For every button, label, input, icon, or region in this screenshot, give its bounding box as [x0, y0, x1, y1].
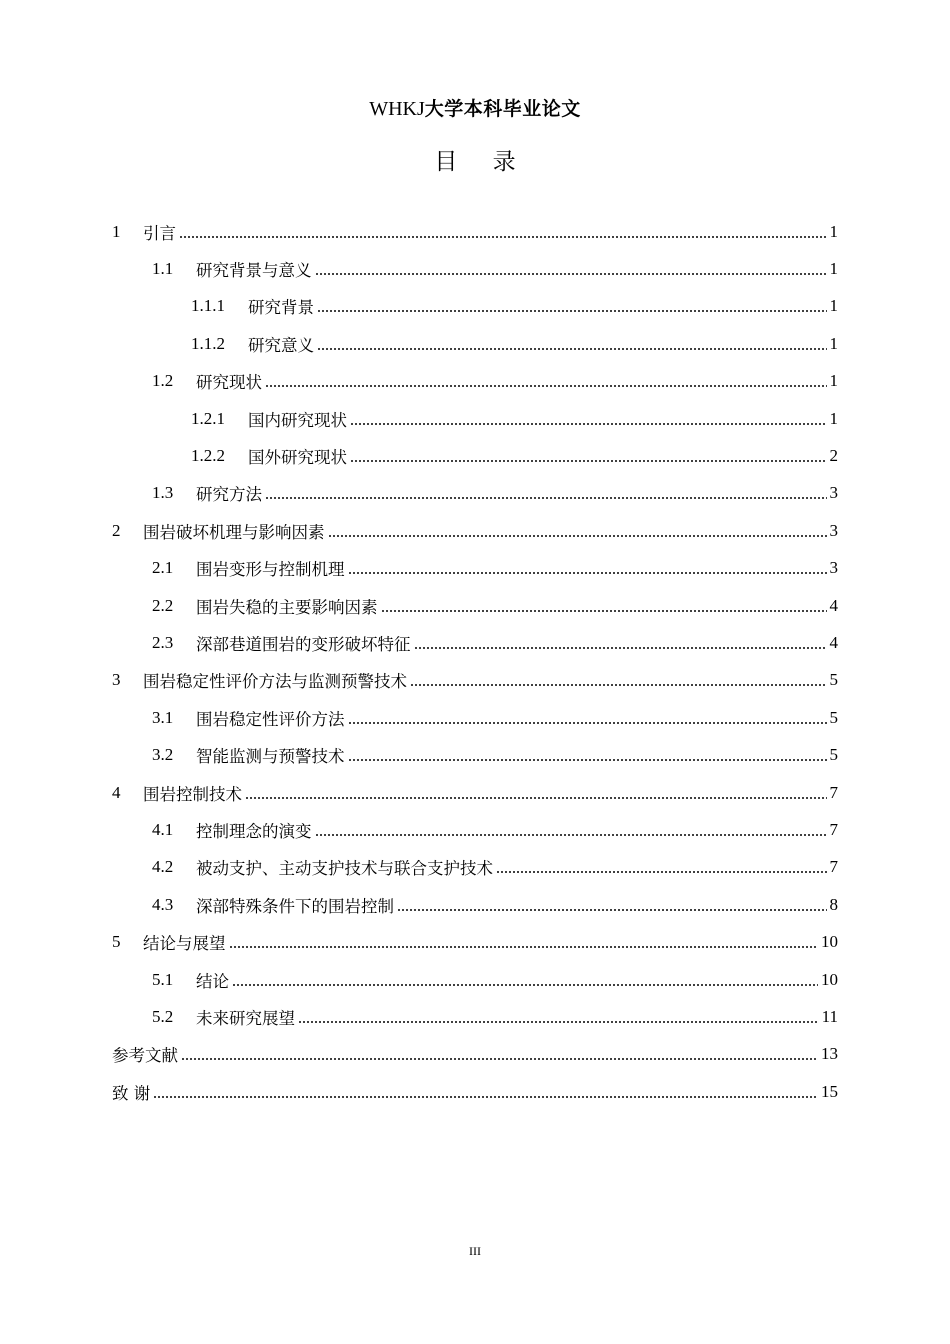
toc-entry-page: 4 — [829, 595, 838, 615]
toc-entry-number: 1.1.1 — [191, 296, 225, 316]
toc-dot-leader — [232, 984, 818, 986]
toc-entry[interactable] — [112, 1073, 838, 1110]
toc-entry-page: 5 — [829, 707, 838, 727]
toc-entry-label: 控制理念的演变 — [196, 821, 312, 841]
toc-entry-number: 2.1 — [152, 558, 174, 578]
toc-entry-label: 围岩破坏机理与影响因素 — [143, 522, 325, 542]
toc-entry-label: 国内研究现状 — [248, 410, 347, 430]
toc-dot-leader — [350, 423, 827, 425]
toc-entry-page: 2 — [829, 446, 838, 466]
toc-entry-number: 4.1 — [152, 819, 174, 839]
toc-entry-page: 1 — [829, 408, 838, 428]
toc-dot-leader — [317, 310, 827, 312]
toc-title: 目 录 — [434, 149, 530, 175]
toc-entry[interactable] — [112, 363, 838, 400]
toc-entry[interactable] — [112, 998, 838, 1035]
toc-entry[interactable] — [112, 662, 838, 699]
toc-entry-number: 2.2 — [152, 595, 174, 615]
toc-entry-label: 被动支护、主动支护技术与联合支护技术 — [196, 859, 493, 879]
toc-entry-number: 1.3 — [152, 483, 174, 503]
toc-entry-page: 1 — [829, 333, 838, 353]
toc-entry-label: 围岩控制技术 — [143, 784, 242, 804]
toc-entry[interactable] — [112, 475, 838, 512]
toc-entry-page: 10 — [821, 969, 838, 989]
toc-entry-label: 结论与展望 — [143, 934, 226, 954]
toc-entry-page: 1 — [829, 221, 838, 241]
toc-entry-label: 智能监测与预警技术 — [196, 747, 345, 767]
header-title: 大学本科毕业论文 — [424, 98, 581, 120]
toc-entry-label: 围岩稳定性评价方法与监测预警技术 — [143, 672, 407, 692]
toc-entry-page: 5 — [829, 745, 838, 765]
toc-entry-label: 未来研究展望 — [196, 1008, 295, 1028]
toc-dot-leader — [153, 1096, 818, 1098]
toc-entry-page: 5 — [829, 670, 838, 690]
toc-dot-leader — [265, 385, 827, 387]
toc-entry[interactable] — [112, 849, 838, 886]
toc-entry-label: 致 谢 — [112, 1083, 151, 1103]
toc-dot-leader — [397, 909, 827, 911]
toc-dot-leader — [298, 1021, 819, 1023]
toc-entry[interactable] — [112, 437, 838, 474]
toc-entry[interactable] — [112, 587, 838, 624]
toc-entry-page: 15 — [821, 1081, 838, 1101]
toc-entry-page: 3 — [829, 558, 838, 578]
toc-entry-page: 7 — [829, 819, 838, 839]
toc-entry-number: 3 — [112, 670, 121, 690]
toc-dot-leader — [350, 460, 827, 462]
toc-entry-label: 国外研究现状 — [248, 448, 347, 468]
toc-entry-number: 1 — [112, 221, 121, 241]
toc-entry[interactable] — [112, 736, 838, 773]
toc-entry-label: 深部特殊条件下的围岩控制 — [196, 896, 394, 916]
toc-dot-leader — [348, 572, 827, 574]
toc-entry-page: 7 — [829, 857, 838, 877]
toc-entry-page: 10 — [821, 932, 838, 952]
toc-entry-number: 3.2 — [152, 745, 174, 765]
toc-entry-number: 2 — [112, 520, 121, 540]
toc-entry-number: 4.3 — [152, 894, 174, 914]
toc-dot-leader — [317, 348, 827, 350]
toc-entry-page: 7 — [829, 782, 838, 802]
toc-entry-page: 8 — [829, 894, 838, 914]
toc-entry-label: 研究背景与意义 — [196, 261, 312, 281]
toc-dot-leader — [229, 946, 819, 948]
toc-entry-label: 研究意义 — [248, 335, 314, 355]
toc-entry[interactable] — [112, 1036, 838, 1073]
toc-dot-leader — [348, 722, 827, 724]
toc-entry[interactable] — [112, 923, 838, 960]
toc-entry-number: 1.1 — [152, 259, 174, 279]
toc-entry[interactable] — [112, 774, 838, 811]
toc-entry-page: 1 — [829, 296, 838, 316]
page-number: III — [469, 1244, 481, 1258]
toc-entry-page: 3 — [829, 520, 838, 540]
toc-dot-leader — [315, 834, 827, 836]
toc-entry-number: 1.1.2 — [191, 333, 225, 353]
toc-entry[interactable] — [112, 886, 838, 923]
toc-entry-label: 围岩稳定性评价方法 — [196, 709, 345, 729]
toc-entry[interactable] — [112, 961, 838, 998]
toc-entry-label: 研究现状 — [196, 373, 262, 393]
toc-entry[interactable] — [112, 213, 838, 250]
toc-entry-number: 4 — [112, 782, 121, 802]
toc-entry-number: 1.2 — [152, 371, 174, 391]
toc-entry-label: 引言 — [143, 223, 176, 243]
toc-dot-leader — [265, 497, 827, 499]
toc-entry-page: 4 — [829, 632, 838, 652]
toc-entry[interactable] — [112, 288, 838, 325]
toc-entry-number: 3.1 — [152, 707, 174, 727]
table-of-contents — [112, 213, 838, 1110]
toc-dot-leader — [245, 797, 827, 799]
toc-entry-page: 11 — [821, 1006, 838, 1026]
toc-entry-label: 结论 — [196, 971, 229, 991]
toc-entry-page: 1 — [829, 259, 838, 279]
toc-entry-label: 研究背景 — [248, 298, 314, 318]
header-latin: WHKJ — [369, 98, 425, 120]
toc-entry-number: 4.2 — [152, 857, 174, 877]
toc-entry[interactable] — [112, 512, 838, 549]
toc-entry-number: 1.2.1 — [191, 408, 225, 428]
toc-entry-number: 1.2.2 — [191, 446, 225, 466]
toc-dot-leader — [181, 1058, 818, 1060]
running-header — [0, 95, 950, 123]
toc-entry-label: 深部巷道围岩的变形破坏特征 — [196, 634, 411, 654]
toc-entry[interactable] — [112, 400, 838, 437]
toc-entry-label: 围岩变形与控制机理 — [196, 560, 345, 580]
toc-entry-label: 参考文献 — [112, 1046, 178, 1066]
toc-entry-page: 1 — [829, 371, 838, 391]
toc-entry-label: 研究方法 — [196, 485, 262, 505]
toc-dot-leader — [179, 236, 827, 238]
toc-dot-leader — [315, 273, 827, 275]
toc-dot-leader — [328, 535, 827, 537]
toc-entry[interactable] — [112, 624, 838, 661]
toc-entry[interactable] — [112, 250, 838, 287]
toc-entry[interactable] — [112, 550, 838, 587]
toc-entry-label: 围岩失稳的主要影响因素 — [196, 597, 378, 617]
toc-entry-number: 5.1 — [152, 969, 174, 989]
toc-entry-page: 13 — [821, 1044, 838, 1064]
toc-dot-leader — [414, 647, 827, 649]
toc-entry[interactable] — [112, 699, 838, 736]
toc-entry-number: 5 — [112, 932, 121, 952]
toc-dot-leader — [496, 871, 827, 873]
toc-dot-leader — [410, 684, 827, 686]
toc-entry-page: 3 — [829, 483, 838, 503]
toc-entry-number: 2.3 — [152, 632, 174, 652]
toc-dot-leader — [381, 610, 827, 612]
toc-entry[interactable] — [112, 811, 838, 848]
toc-entry-number: 5.2 — [152, 1006, 174, 1026]
toc-dot-leader — [348, 759, 827, 761]
toc-entry[interactable] — [112, 325, 838, 362]
